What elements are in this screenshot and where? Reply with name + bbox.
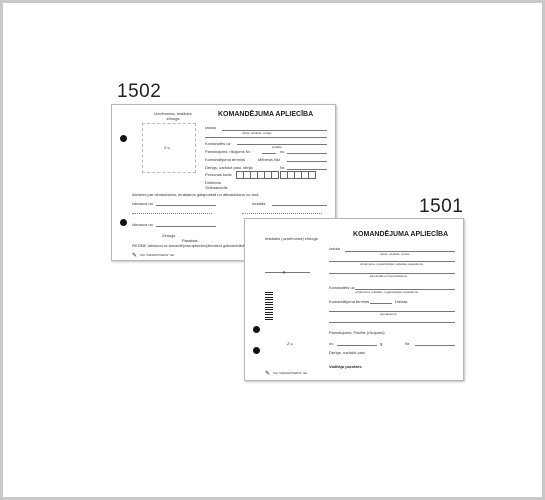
label-termins: Komandējuma termiņš [329, 299, 370, 304]
form-title: KOMANDĒJUMA APLIECĪBA [218, 111, 314, 118]
label-nr: Nr. [280, 165, 286, 170]
label-pamatojums: Pamatojums: Pavēle (rīkojums) [329, 330, 385, 335]
seal-label: Iestādes (uzņēmuma) zīmogs [265, 236, 318, 241]
stamp-label: Z.v. [164, 145, 171, 150]
date-separator: g. [283, 269, 287, 274]
label-direktors: Direktors [205, 180, 222, 185]
label-komandets: Komandēts uz [205, 141, 231, 146]
form-title: KOMANDĒJUMA APLIECĪBA [353, 231, 449, 238]
label-no: no [280, 149, 285, 154]
label-dienas: Dienas [395, 299, 408, 304]
field-line [272, 205, 327, 206]
date-separator: g. [380, 341, 384, 346]
label-nr: Nr. [405, 341, 411, 346]
atzimes-text: Atzīmes par izbraukšanu, ierašanos galapunktā un atbraukšanu no turā [132, 192, 259, 197]
stamp-label: Z.v. [287, 341, 294, 346]
label-menesis: Mēnesis līdz [258, 157, 281, 162]
product-number-1501: 1501 [419, 196, 464, 217]
field-line [205, 137, 327, 138]
field-line [329, 322, 455, 323]
product-canvas [3, 3, 542, 497]
label-izdota: Izdota [205, 125, 216, 130]
sublabel: vārds, uzvārds, amats [242, 131, 272, 135]
product-number-1502: 1502 [117, 81, 162, 102]
field-line [222, 130, 327, 131]
punch-hole [120, 135, 127, 142]
field-line [156, 226, 216, 227]
field-line [262, 153, 276, 154]
label-ieradas: Ieradās [252, 201, 266, 206]
field-line [415, 345, 455, 346]
label-pamatojums: Pamatojums: rīkojums Nr. [205, 149, 251, 154]
label-vaditajs: Vadītāja paraksts [329, 364, 362, 369]
publisher-text: SIA "GRAMATVEDIS" tālr. [273, 371, 308, 375]
field-line [287, 161, 327, 162]
label-izbrauca: Izbrauca no [132, 201, 153, 206]
publisher-logo-icon: ✎ [265, 371, 271, 377]
field-line [156, 205, 216, 206]
sublabel: uzņēmuma, organizācijas, iestādes nosaukums [360, 262, 424, 266]
code-box [271, 171, 279, 179]
label-derigs: Derīgs, uzrādot pasi [329, 350, 365, 355]
label-termins: Komandējuma termiņš [205, 157, 246, 162]
field-line [287, 153, 327, 154]
field-line [337, 345, 377, 346]
field-line [265, 272, 310, 273]
sublabel: uzņēmuma, iestādes, organizācijas nosaukums [355, 290, 419, 294]
label-personas-kods: Personas kods [205, 172, 232, 177]
label-derigs: Derīgs, uzrādot pasi, sērija [205, 165, 253, 170]
sublabel: kas dodas uz komandējumu [370, 274, 408, 278]
publisher-text: SIA "GRAMATVEDIS" tālr. [140, 253, 175, 257]
dotted-line [132, 213, 212, 214]
label-izbrauca-2: Izbrauca no [132, 222, 153, 227]
piezime-note: PIEZĪME: Atbraucot no komandējuma apliecība jāiesniedz grāmatvedībā [132, 244, 245, 248]
barcode-icon [265, 292, 273, 322]
seal-label: Uzņēmuma, iestādes zīmogs [154, 111, 192, 121]
punch-hole [253, 347, 260, 354]
label-gramatvedis: Grāmatvedis [205, 185, 228, 190]
label-izdota: Izdota [329, 246, 340, 251]
publisher-logo-icon: ✎ [132, 253, 138, 259]
dotted-line [242, 213, 322, 214]
field-line [287, 169, 327, 170]
sublabel: vārds, uzvārds, amats [380, 252, 410, 256]
sublabel: iestāde [272, 145, 282, 149]
punch-hole [120, 219, 127, 226]
code-box [308, 171, 316, 179]
label-zimogs: Zīmogs [162, 233, 176, 238]
label-paraksts: Paraksts [182, 238, 198, 243]
label-komandets: Komandēts uz [329, 285, 355, 290]
field-line [370, 303, 392, 304]
label-no: no [329, 341, 334, 346]
field-line [237, 144, 327, 145]
punch-hole [253, 326, 260, 333]
form-1501 [244, 218, 464, 381]
sublabel: pamatojums [380, 312, 397, 316]
